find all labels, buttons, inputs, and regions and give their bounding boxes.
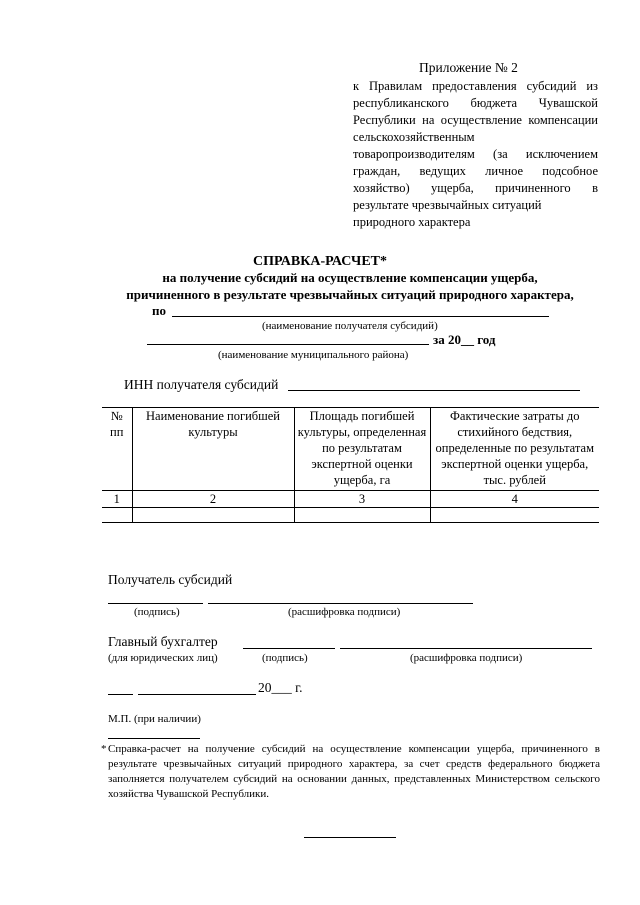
accountant-signature-field[interactable] [243,648,335,649]
header-cell-number: № пп [102,408,132,491]
appendix-text-last: природного характера [353,215,471,229]
header-cell-costs: Фактические затраты до стихийного бедствия, определенные по результатам экспертной оценки ущерба, тыс. рублей [430,408,599,491]
table-row [102,508,599,523]
table-cell[interactable] [294,508,430,523]
bottom-separator [304,837,396,838]
recipient-signature-field[interactable] [108,603,203,604]
footnote [101,742,600,802]
signature-caption: (подпись) [262,652,308,664]
subtitle-line-1: на получение субсидий на осуществление компенсации ущерба, [162,270,538,285]
inn-field[interactable] [288,390,580,391]
footnote-separator [108,738,200,739]
header-cell-crop-name: Наименование погибшей культуры [132,408,294,491]
stamp-label: М.П. (при наличии) [108,713,201,725]
table-column-numbers-row [102,491,599,508]
recipient-caption: (наименование получателя субсидий) [262,320,438,332]
date-year: 20___ г. [258,680,303,695]
decode-caption: (расшифровка подписи) [410,652,523,664]
table-cell[interactable] [430,508,599,523]
po-label: по [152,303,166,318]
legal-entities-caption: (для юридических лиц) [108,652,218,664]
recipient-name-field[interactable] [172,316,549,317]
footnote-marker: * [101,743,107,755]
subtitle-line-2: причиненного в результате чрезвычайных ситуаций природного характера, [126,286,574,302]
column-number: 1 [102,491,132,508]
district-caption: (наименование муниципального района) [218,349,409,361]
table-cell[interactable] [102,508,132,523]
date-month-field[interactable] [138,694,256,695]
column-number: 3 [294,491,430,508]
appendix-text [353,78,598,231]
table-cell[interactable] [132,508,294,523]
period-label: за 20__ год [433,332,496,347]
footnote-text: Справка-расчет на получение субсидий на осуществление компенсации ущерба, причиненного в результате чрезвычайных ситуаций природного характера, за счет средств федерального бюджета заполняется получателем субсидий на основании данных, представленных Министерством сельского хозяйства Чувашской Республики. [108,743,600,800]
inn-label: ИНН получателя субсидий [124,377,279,392]
calculation-table [102,407,599,523]
appendix-title: Приложение № 2 [419,60,518,75]
signature-caption: (подпись) [134,606,180,618]
district-name-field[interactable] [147,344,429,345]
table-header-row [102,408,599,491]
document-title: СПРАВКА-РАСЧЕТ* [252,254,388,269]
decode-caption: (расшифровка подписи) [288,606,401,618]
accountant-decode-field[interactable] [340,648,592,649]
appendix-text-main: к Правилам предоставления субсидий из республиканского бюджета Чувашской Республики на осуществление компенсации сельскохозяйственным товаропроизводителям (за исключением граждан, ведущих личное подсобное хозяйство) ущерба, причиненного в результате чрезвычайных ситуаций [353,79,598,212]
document-subtitle [100,270,600,303]
accountant-label: Главный бухгалтер [108,634,218,649]
column-number: 4 [430,491,599,508]
recipient-label: Получатель субсидий [108,572,233,587]
date-day-field[interactable] [108,694,133,695]
header-cell-area: Площадь погибшей культуры, определенная по результатам экспертной оценки ущерба, га [294,408,430,491]
column-number: 2 [132,491,294,508]
recipient-decode-field[interactable] [208,603,473,604]
